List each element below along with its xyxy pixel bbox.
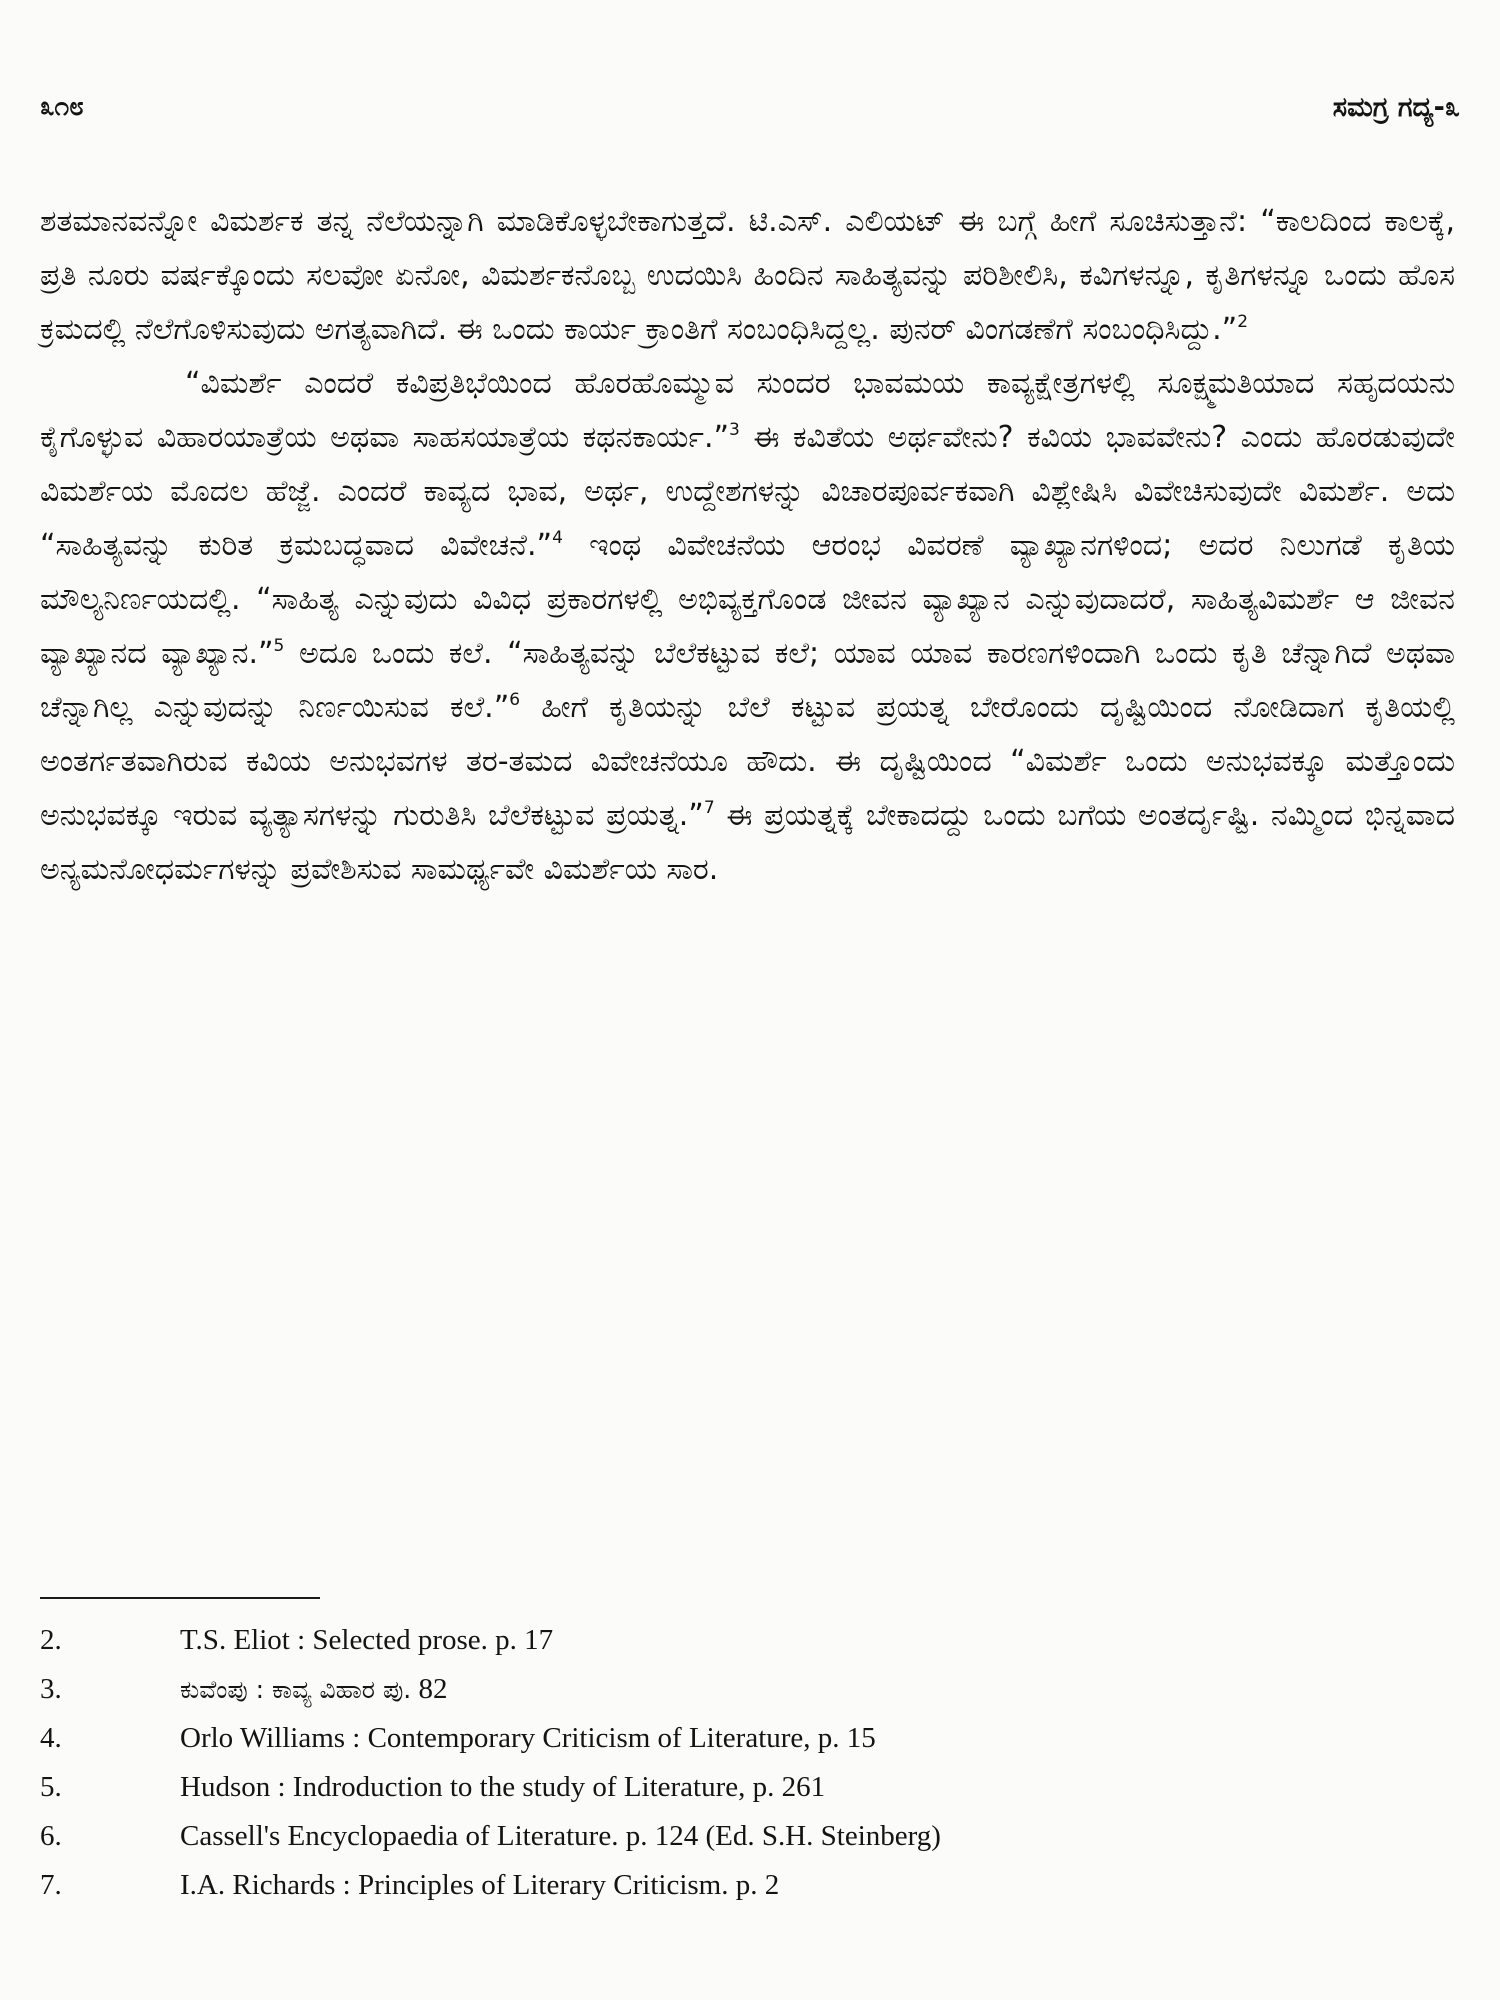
paragraph-1 <box>40 195 1455 357</box>
footnote-ref-5: 5 <box>273 636 285 656</box>
footnote-text: Hudson : Indroduction to the study of Literature, p. 261 <box>180 1771 826 1803</box>
footnote-page: 82 <box>411 1673 448 1705</box>
footnote-item <box>40 1714 1440 1763</box>
paragraph-1-text: ಶತಮಾನವನ್ನೋ ವಿಮರ್ಶಕ ತನ್ನ ನೆಲೆಯನ್ನಾಗಿ ಮಾಡಿಕೊಳ್ಳಬೇಕಾಗುತ್ತದೆ. ಟಿ.ಎಸ್. ಎಲಿಯಟ್ ಈ ಬಗ್ಗೆ ಹೀಗೆ ಸೂಚಿಸುತ್ತಾನೆ: “ಕಾಲದಿಂದ ಕಾಲಕ್ಕೆ, ಪ್ರತಿ ನೂರು ವರ್ಷಕ್ಕೊಂದು ಸಲವೋ ಏನೋ, ವಿಮರ್ಶಕನೊಬ್ಬ ಉದಯಿಸಿ ಹಿಂದಿನ ಸಾಹಿತ್ಯವನ್ನು ಪರಿಶೀಲಿಸಿ, ಕವಿಗಳನ್ನೂ, ಕೃತಿಗಳನ್ನೂ ಒಂದು ಹೊಸ ಕ್ರಮದಲ್ಲಿ ನೆಲೆಗೊಳಿಸುವುದು ಅಗತ್ಯವಾಗಿದೆ. ಈ ಒಂದು ಕಾರ್ಯ ಕ್ರಾಂತಿಗೆ ಸಂಬಂಧಿಸಿದ್ದಲ್ಲ. ಪುನರ್ ವಿಂಗಡಣೆಗೆ ಸಂಬಂಧಿಸಿದ್ದು.” <box>40 204 1455 347</box>
footnote-ref-4: 4 <box>552 528 563 548</box>
footnote-text: T.S. Eliot : Selected prose. p. 17 <box>180 1624 554 1656</box>
footnote-number: 5. <box>40 1771 62 1803</box>
paragraph-2-segment-1: “ವಿಮರ್ಶೆ ಎಂದರೆ ಕವಿಪ್ರತಿಭೆಯಿಂದ ಹೊರಹೊಮ್ಮುವ ಸುಂದರ ಭಾವಮಯ ಕಾವ್ಯಕ್ಷೇತ್ರಗಳಲ್ಲಿ ಸೂಕ್ಷ್ಮಮತಿಯಾದ ಸಹೃದಯನು ಕೈಗೊಳ್ಳುವ ವಿಹಾರಯಾತ್ರೆಯ ಅಥವಾ ಸಾಹಸಯಾತ್ರೆಯ ಕಥನಕಾರ್ಯ.” <box>40 366 1455 455</box>
footnote-number: 2. <box>40 1624 62 1656</box>
footnote-text: ಕುವೆಂಪು : ಕಾವ್ಯ ವಿಹಾರ ಪು. <box>180 1675 412 1704</box>
footnote-ref-6: 6 <box>509 690 521 710</box>
footnote-number: 3. <box>40 1673 62 1705</box>
footnote-ref-7: 7 <box>703 798 715 818</box>
footnote-item <box>40 1812 1440 1861</box>
footnote-item <box>40 1616 1440 1665</box>
running-title: ಸಮಗ್ರ ಗದ್ಯ-೩ <box>1332 92 1460 123</box>
footnote-item <box>40 1861 1440 1910</box>
paragraph-2-segment-3: ಇಂಥ ವಿವೇಚನೆಯ ಆರಂಭ ವಿವರಣೆ ವ್ಯಾಖ್ಯಾನಗಳಿಂದ; ಅದರ ನಿಲುಗಡೆ ಕೃತಿಯ ಮೌಲ್ಯನಿರ್ಣಯದಲ್ಲಿ. “ಸಾಹಿತ್ಯ ಎನ್ನುವುದು ವಿವಿಧ ಪ್ರಕಾರಗಳಲ್ಲಿ ಅಭಿವ್ಯಕ್ತಗೊಂಡ ಜೀವನ ವ್ಯಾಖ್ಯಾನ ಎನ್ನುವುದಾದರೆ, ಸಾಹಿತ್ಯವಿಮರ್ಶೆ ಆ ಜೀವನ ವ್ಯಾಖ್ಯಾನದ ವ್ಯಾಖ್ಯಾನ.” <box>40 528 1455 671</box>
footnote-item <box>40 1763 1440 1812</box>
page-header <box>40 92 1460 132</box>
paragraph-2-segment-4: ಅದೂ ಒಂದು ಕಲೆ. “ಸಾಹಿತ್ಯವನ್ನು ಬೆಲೆಕಟ್ಟುವ ಕಲೆ; ಯಾವ ಯಾವ ಕಾರಣಗಳಿಂದಾಗಿ ಒಂದು ಕೃತಿ ಚೆನ್ನಾಗಿದೆ ಅಥವಾ ಚೆನ್ನಾಗಿಲ್ಲ ಎನ್ನುವುದನ್ನು ನಿರ್ಣಯಿಸುವ ಕಲೆ.” <box>40 636 1455 725</box>
paragraph-2-segment-6: ಈ ಪ್ರಯತ್ನಕ್ಕೆ ಬೇಕಾದದ್ದು ಒಂದು ಬಗೆಯ ಅಂತರ್ದೃಷ್ಟಿ. ನಮ್ಮಿಂದ ಭಿನ್ನವಾದ ಅನ್ಯಮನೋಧರ್ಮಗಳನ್ನು ಪ್ರವೇಶಿಸುವ ಸಾಮರ್ಥ್ಯವೇ ವಿಮರ್ಶೆಯ ಸಾರ. <box>40 798 1455 887</box>
footnote-ref-3: 3 <box>729 420 740 440</box>
paragraph-2 <box>40 357 1455 897</box>
footnote-item <box>40 1665 1440 1714</box>
footnote-divider <box>40 1597 320 1599</box>
footnote-text: I.A. Richards : Principles of Literary Criticism. p. 2 <box>180 1869 780 1901</box>
page-number: ೩೧೮ <box>40 92 84 122</box>
footnotes-list <box>40 1616 1440 1910</box>
paragraph-2-segment-2: ಈ ಕವಿತೆಯ ಅರ್ಥವೇನು? ಕವಿಯ ಭಾವವೇನು? ಎಂದು ಹೊರಡುವುದೇ ವಿಮರ್ಶೆಯ ಮೊದಲ ಹೆಜ್ಜೆ. ಎಂದರೆ ಕಾವ್ಯದ ಭಾವ, ಅರ್ಥ, ಉದ್ದೇಶಗಳನ್ನು ವಿಚಾರಪೂರ್ವಕವಾಗಿ ವಿಶ್ಲೇಷಿಸಿ ವಿವೇಚಿಸುವುದೇ ವಿಮರ್ಶೆ. ಅದು “ಸಾಹಿತ್ಯವನ್ನು ಕುರಿತ ಕ್ರಮಬದ್ಧವಾದ ವಿವೇಚನೆ.” <box>40 420 1455 563</box>
footnote-number: 6. <box>40 1820 62 1852</box>
paragraph-2-segment-5: ಹೀಗೆ ಕೃತಿಯನ್ನು ಬೆಲೆ ಕಟ್ಟುವ ಪ್ರಯತ್ನ ಬೇರೊಂದು ದೃಷ್ಟಿಯಿಂದ ನೋಡಿದಾಗ ಕೃತಿಯಲ್ಲಿ ಅಂತರ್ಗತವಾಗಿರುವ ಕವಿಯ ಅನುಭವಗಳ ತರ-ತಮದ ವಿವೇಚನೆಯೂ ಹೌದು. ಈ ದೃಷ್ಟಿಯಿಂದ “ವಿಮರ್ಶೆ ಒಂದು ಅನುಭವಕ್ಕೂ ಮತ್ತೊಂದು ಅನುಭವಕ್ಕೂ ಇರುವ ವ್ಯತ್ಯಾಸಗಳನ್ನು ಗುರುತಿಸಿ ಬೆಲೆಕಟ್ಟುವ ಪ್ರಯತ್ನ.” <box>40 690 1455 833</box>
body-text <box>40 195 1455 897</box>
footnote-number: 4. <box>40 1722 62 1754</box>
footnote-text: Cassell's Encyclopaedia of Literature. p. 124 (Ed. S.H. Steinberg) <box>180 1820 941 1852</box>
footnote-number: 7. <box>40 1869 62 1901</box>
footnote-ref-2: 2 <box>1237 312 1249 332</box>
footnote-text: Orlo Williams : Contemporary Criticism of Literature, p. 15 <box>180 1722 876 1754</box>
